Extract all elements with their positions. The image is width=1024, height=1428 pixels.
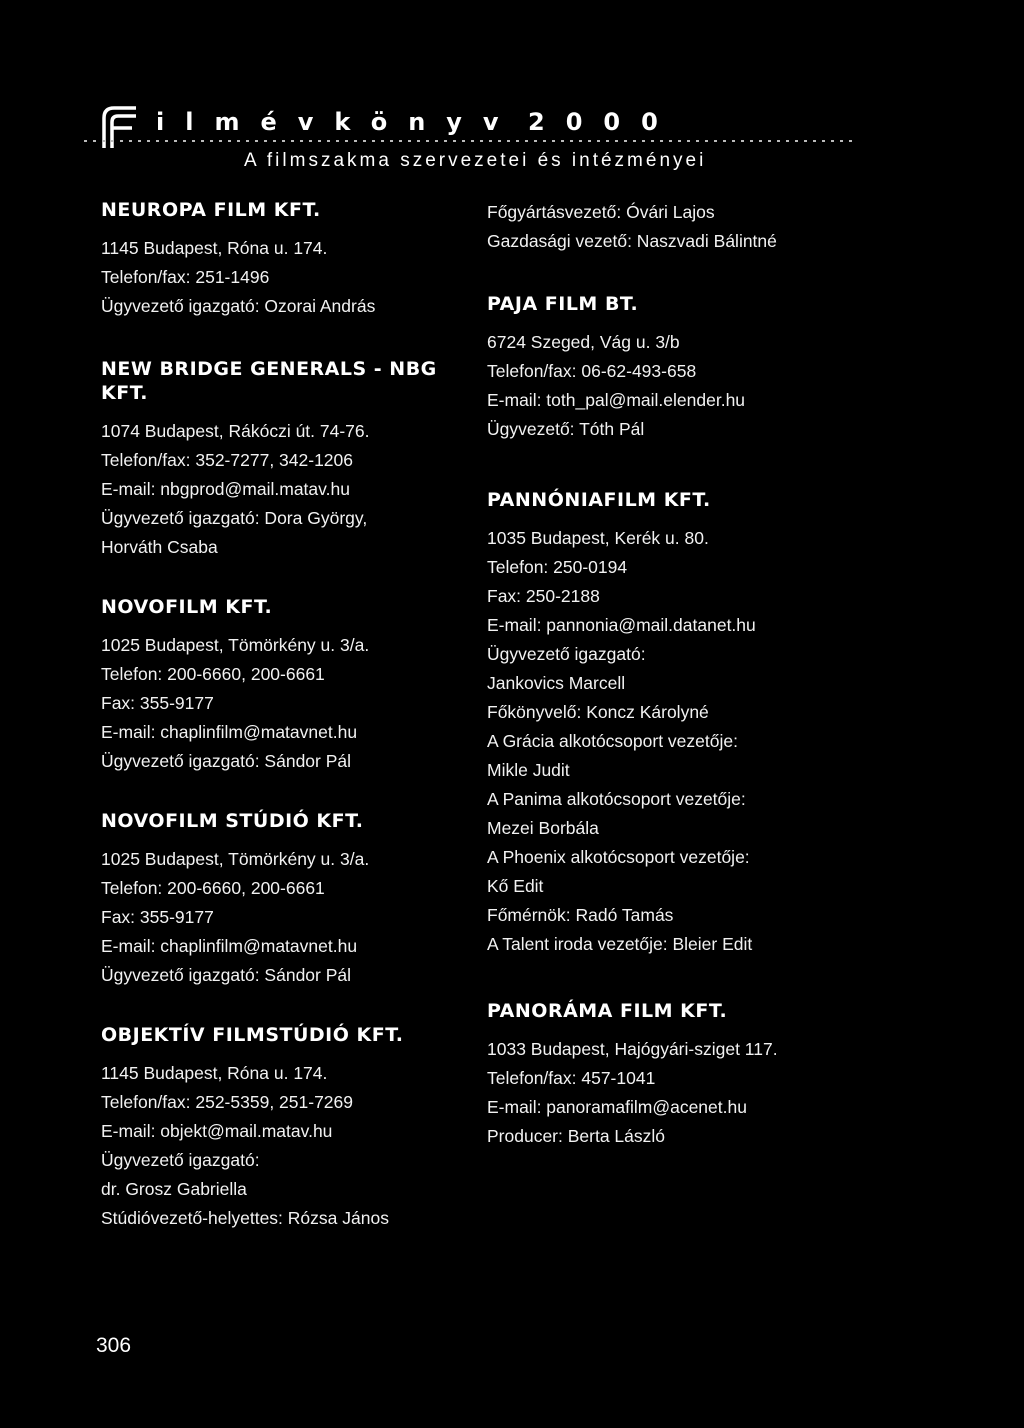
left-column [101, 198, 521, 1233]
entry-new-bridge [101, 357, 521, 562]
entry-line: dr. Grosz Gabriella [101, 1179, 247, 1199]
entry-line: Telefon/fax: 252-5359, 251-7269 [101, 1092, 353, 1112]
right-column [487, 198, 907, 1151]
entry-title: NEW BRIDGE GENERALS - NBG KFT. [101, 358, 437, 404]
entry-title: PANNÓNIAFILM KFT. [487, 489, 711, 511]
entry-line: 1025 Budapest, Tömörkény u. 3/a. [101, 849, 370, 869]
entry-line: Ügyvezető igazgató: [487, 644, 646, 664]
entry-paja [487, 292, 907, 444]
entry-line: 1145 Budapest, Róna u. 174. [101, 238, 328, 258]
entry-title: NOVOFILM STÚDIÓ KFT. [101, 810, 364, 832]
entry-line: E-mail: pannonia@mail.datanet.hu [487, 615, 756, 635]
entry-line: A Panima alkotócsoport vezetője: [487, 789, 746, 809]
page-number: 306 [96, 1334, 132, 1357]
entry-line: E-mail: nbgprod@mail.matav.hu [101, 479, 350, 499]
entry-line: E-mail: toth_pal@mail.elender.hu [487, 390, 746, 410]
logo-title: ilmévkönyv [156, 108, 520, 136]
entry-line: 1074 Budapest, Rákóczi út. 74-76. [101, 421, 370, 441]
entry-title: NOVOFILM KFT. [101, 596, 273, 618]
entry-line: 1145 Budapest, Róna u. 174. [101, 1063, 328, 1083]
entry-line: Gazdasági vezető: Naszvadi Bálintné [487, 231, 777, 251]
entry-pannoniafilm [487, 488, 907, 959]
entry-line: E-mail: chaplinfilm@matavnet.hu [101, 936, 358, 956]
entry-line: Fax: 355-9177 [101, 907, 214, 927]
entry-line: Stúdióvezető-helyettes: Rózsa János [101, 1208, 389, 1228]
continuation-lines [487, 198, 907, 256]
entry-line: A Phoenix alkotócsoport vezetője: [487, 847, 750, 867]
entry-line: Mezei Borbála [487, 818, 599, 838]
entry-line: Telefon/fax: 06-62-493-658 [487, 361, 697, 381]
entry-line: Ügyvezető igazgató: [101, 1150, 260, 1170]
entry-line: Fax: 250-2188 [487, 586, 600, 606]
entry-line: Telefon: 250-0194 [487, 557, 628, 577]
entry-title: PAJA FILM BT. [487, 293, 639, 315]
entry-line: Ügyvezető: Tóth Pál [487, 419, 645, 439]
entry-line: Ügyvezető igazgató: Ozorai András [101, 296, 376, 316]
entry-line: Mikle Judit [487, 760, 570, 780]
entry-title: PANORÁMA FILM KFT. [487, 1000, 728, 1022]
entry-line: Telefon: 200-6660, 200-6661 [101, 664, 325, 684]
entry-line: 1025 Budapest, Tömörkény u. 3/a. [101, 635, 370, 655]
entry-title: NEUROPA FILM KFT. [101, 199, 321, 221]
entry-line: E-mail: panoramafilm@acenet.hu [487, 1097, 747, 1117]
entry-line: 6724 Szeged, Vág u. 3/b [487, 332, 680, 352]
filmevkonyv-logo-icon [100, 104, 140, 150]
entry-line: E-mail: chaplinfilm@matavnet.hu [101, 722, 358, 742]
entry-line: Telefon/fax: 352-7277, 342-1206 [101, 450, 353, 470]
entry-line: Telefon/fax: 251-1496 [101, 267, 270, 287]
entry-objektiv [101, 1023, 521, 1233]
entry-line: Ügyvezető igazgató: Sándor Pál [101, 751, 352, 771]
entry-title: OBJEKTÍV FILMSTÚDIÓ KFT. [101, 1024, 404, 1046]
entry-line: Főgyártásvezető: Óvári Lajos [487, 202, 715, 222]
entry-line: Fax: 355-9177 [101, 693, 214, 713]
entry-line: E-mail: objekt@mail.matav.hu [101, 1121, 333, 1141]
logo-year: 2000 [528, 108, 679, 136]
entry-line: Producer: Berta László [487, 1126, 666, 1146]
entry-line: A Grácia alkotócsoport vezetője: [487, 731, 738, 751]
entry-novofilm-studio [101, 809, 521, 990]
entry-line: Jankovics Marcell [487, 673, 626, 693]
entry-line: Horváth Csaba [101, 537, 218, 557]
entry-line: Kő Edit [487, 876, 544, 896]
entry-neuropa [101, 198, 521, 321]
entry-line: Telefon: 200-6660, 200-6661 [101, 878, 325, 898]
page-header [96, 100, 856, 170]
entry-line: Főkönyvelő: Koncz Károlyné [487, 702, 709, 722]
header-dotted-rule [84, 140, 854, 142]
entry-line: Ügyvezető igazgató: Sándor Pál [101, 965, 352, 985]
entry-panorama [487, 999, 907, 1151]
entry-line: Telefon/fax: 457-1041 [487, 1068, 656, 1088]
entry-line: 1035 Budapest, Kerék u. 80. [487, 528, 709, 548]
entry-novofilm [101, 595, 521, 776]
entry-line: Ügyvezető igazgató: Dora György, [101, 508, 368, 528]
entry-line: 1033 Budapest, Hajógyári-sziget 117. [487, 1039, 778, 1059]
entry-line: Főmérnök: Radó Tamás [487, 905, 674, 925]
entry-line: A Talent iroda vezetője: Bleier Edit [487, 934, 753, 954]
section-subtitle: A filmszakma szervezetei és intézményei [244, 150, 707, 171]
